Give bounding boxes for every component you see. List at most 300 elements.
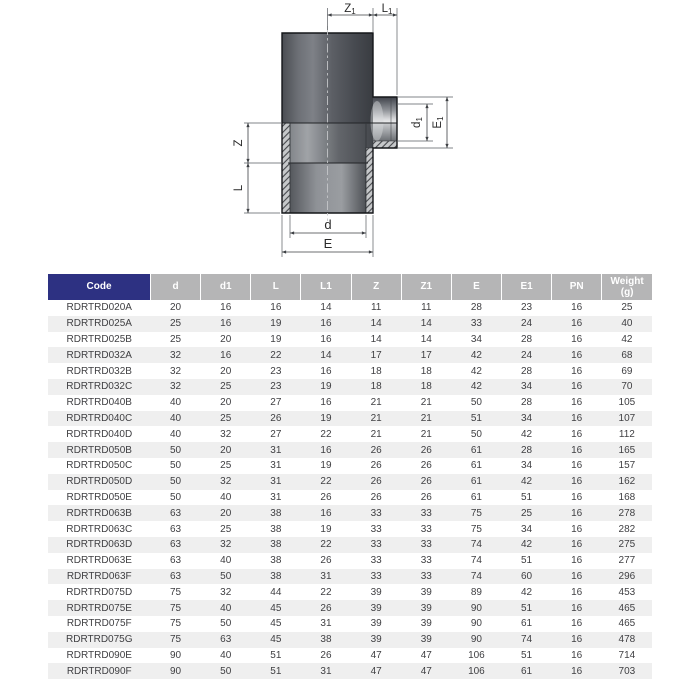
value-cell: 25 bbox=[220, 460, 232, 472]
code-cell: RDRTRD020A bbox=[66, 302, 132, 314]
table-row bbox=[48, 537, 652, 553]
value-cell: 33 bbox=[370, 555, 382, 567]
value-cell: 16 bbox=[320, 318, 332, 330]
value-cell: 47 bbox=[420, 665, 432, 677]
value-cell: 33 bbox=[370, 507, 382, 519]
value-cell: 50 bbox=[170, 444, 182, 456]
value-cell: 168 bbox=[618, 491, 636, 503]
value-cell: 26 bbox=[420, 460, 432, 472]
value-cell: 74 bbox=[520, 634, 533, 646]
column-header-z: Z bbox=[351, 274, 401, 300]
value-cell: 14 bbox=[370, 333, 382, 345]
value-cell: 63 bbox=[170, 570, 182, 582]
value-cell: 11 bbox=[421, 302, 432, 314]
value-cell: 25 bbox=[220, 412, 232, 424]
value-cell: 14 bbox=[420, 318, 432, 330]
code-cell: RDRTRD063C bbox=[66, 523, 133, 535]
value-cell: 14 bbox=[320, 349, 332, 361]
code-cell: RDRTRD075D bbox=[66, 586, 133, 598]
value-cell: 39 bbox=[420, 602, 432, 614]
dim-label-d1: d1 bbox=[411, 117, 424, 128]
value-cell: 34 bbox=[520, 523, 533, 535]
fitting-diagram bbox=[228, 0, 472, 268]
value-cell: 51 bbox=[520, 602, 533, 614]
value-cell: 16 bbox=[571, 365, 583, 377]
value-cell: 16 bbox=[571, 602, 583, 614]
code-cell: RDRTRD025A bbox=[66, 318, 132, 330]
value-cell: 38 bbox=[320, 634, 332, 646]
column-header-l1: L1 bbox=[301, 274, 351, 300]
value-cell: 16 bbox=[320, 444, 332, 456]
value-cell: 40 bbox=[170, 428, 182, 440]
value-cell: 106 bbox=[468, 649, 485, 661]
value-cell: 25 bbox=[170, 333, 182, 345]
value-cell: 26 bbox=[370, 491, 382, 503]
value-cell: 51 bbox=[270, 649, 282, 661]
value-cell: 14 bbox=[420, 333, 432, 345]
value-cell: 51 bbox=[520, 649, 533, 661]
value-cell: 16 bbox=[320, 333, 332, 345]
value-cell: 24 bbox=[520, 318, 533, 330]
value-cell: 33 bbox=[470, 318, 482, 330]
code-cell: RDRTRD050C bbox=[66, 460, 133, 472]
value-cell: 16 bbox=[571, 634, 583, 646]
dim-label-l: L bbox=[233, 184, 245, 192]
value-cell: 40 bbox=[220, 555, 232, 567]
value-cell: 22 bbox=[320, 586, 332, 598]
table-row bbox=[48, 663, 652, 679]
code-cell: RDRTRD075F bbox=[66, 618, 132, 630]
code-cell: RDRTRD025B bbox=[66, 333, 132, 345]
value-cell: 21 bbox=[370, 397, 382, 409]
value-cell: 40 bbox=[220, 602, 232, 614]
value-cell: 16 bbox=[571, 318, 583, 330]
value-cell: 42 bbox=[470, 349, 482, 361]
value-cell: 42 bbox=[520, 428, 533, 440]
value-cell: 42 bbox=[621, 333, 633, 345]
value-cell: 38 bbox=[270, 570, 282, 582]
value-cell: 18 bbox=[420, 381, 432, 393]
value-cell: 40 bbox=[170, 412, 182, 424]
code-cell: RDRTRD075E bbox=[66, 602, 132, 614]
value-cell: 34 bbox=[520, 412, 533, 424]
code-cell: RDRTRD032C bbox=[66, 381, 133, 393]
value-cell: 32 bbox=[220, 586, 232, 598]
value-cell: 25 bbox=[220, 523, 232, 535]
value-cell: 68 bbox=[621, 349, 633, 361]
dim-label-e: E bbox=[323, 236, 333, 251]
value-cell: 47 bbox=[370, 649, 382, 661]
code-cell: RDRTRD063B bbox=[66, 507, 132, 519]
value-cell: 16 bbox=[571, 618, 583, 630]
value-cell: 25 bbox=[621, 302, 633, 314]
value-cell: 23 bbox=[270, 365, 282, 377]
value-cell: 26 bbox=[420, 476, 432, 488]
value-cell: 74 bbox=[470, 570, 482, 582]
value-cell: 38 bbox=[270, 555, 282, 567]
table-row bbox=[48, 316, 652, 332]
dim-label-d: d bbox=[324, 217, 332, 232]
value-cell: 23 bbox=[270, 381, 282, 393]
table-body bbox=[48, 300, 652, 679]
value-cell: 16 bbox=[571, 523, 583, 535]
value-cell: 89 bbox=[470, 586, 482, 598]
value-cell: 16 bbox=[571, 507, 583, 519]
value-cell: 465 bbox=[618, 602, 636, 614]
value-cell: 47 bbox=[370, 665, 382, 677]
code-cell: RDRTRD090E bbox=[66, 649, 132, 661]
dim-label-z1: Z1 bbox=[344, 3, 356, 16]
value-cell: 40 bbox=[220, 491, 232, 503]
table-row bbox=[48, 332, 652, 348]
code-cell: RDRTRD032B bbox=[66, 365, 132, 377]
value-cell: 32 bbox=[220, 428, 232, 440]
table-row bbox=[48, 553, 652, 569]
value-cell: 50 bbox=[220, 618, 232, 630]
value-cell: 45 bbox=[270, 602, 282, 614]
value-cell: 26 bbox=[320, 491, 332, 503]
value-cell: 16 bbox=[571, 665, 583, 677]
value-cell: 40 bbox=[170, 397, 182, 409]
value-cell: 14 bbox=[370, 318, 382, 330]
table-row bbox=[48, 442, 652, 458]
value-cell: 282 bbox=[618, 523, 636, 535]
code-cell: RDRTRD050D bbox=[66, 476, 133, 488]
value-cell: 20 bbox=[170, 302, 182, 314]
value-cell: 16 bbox=[571, 586, 583, 598]
value-cell: 20 bbox=[220, 333, 232, 345]
value-cell: 75 bbox=[470, 523, 482, 535]
spec-table bbox=[48, 274, 652, 679]
code-cell: RDRTRD063F bbox=[66, 570, 132, 582]
value-cell: 38 bbox=[270, 507, 282, 519]
value-cell: 61 bbox=[470, 460, 482, 472]
value-cell: 40 bbox=[220, 649, 232, 661]
value-cell: 27 bbox=[270, 397, 282, 409]
value-cell: 33 bbox=[370, 539, 382, 551]
table-row bbox=[48, 363, 652, 379]
value-cell: 51 bbox=[470, 412, 482, 424]
value-cell: 157 bbox=[618, 460, 636, 472]
value-cell: 21 bbox=[420, 428, 432, 440]
value-cell: 50 bbox=[220, 665, 232, 677]
dim-label-l1: L1 bbox=[381, 3, 393, 16]
value-cell: 26 bbox=[320, 602, 332, 614]
value-cell: 34 bbox=[520, 460, 533, 472]
value-cell: 61 bbox=[470, 491, 482, 503]
value-cell: 51 bbox=[520, 491, 533, 503]
value-cell: 19 bbox=[270, 333, 282, 345]
value-cell: 16 bbox=[220, 302, 232, 314]
value-cell: 70 bbox=[621, 381, 633, 393]
value-cell: 50 bbox=[470, 397, 482, 409]
value-cell: 33 bbox=[370, 570, 382, 582]
value-cell: 25 bbox=[520, 507, 533, 519]
value-cell: 19 bbox=[320, 523, 332, 535]
value-cell: 32 bbox=[170, 381, 182, 393]
code-cell: RDRTRD063D bbox=[66, 539, 133, 551]
value-cell: 39 bbox=[370, 586, 382, 598]
value-cell: 90 bbox=[470, 602, 482, 614]
value-cell: 42 bbox=[470, 365, 482, 377]
table-row bbox=[48, 411, 652, 427]
column-header-weight-g: Weight (g) bbox=[602, 274, 652, 300]
value-cell: 16 bbox=[320, 397, 332, 409]
column-header-code: Code bbox=[48, 274, 151, 300]
value-cell: 31 bbox=[270, 460, 282, 472]
value-cell: 63 bbox=[170, 555, 182, 567]
value-cell: 74 bbox=[470, 555, 482, 567]
value-cell: 277 bbox=[618, 555, 636, 567]
value-cell: 16 bbox=[571, 649, 583, 661]
value-cell: 90 bbox=[170, 665, 182, 677]
value-cell: 34 bbox=[470, 333, 482, 345]
value-cell: 21 bbox=[370, 412, 382, 424]
value-cell: 25 bbox=[170, 318, 182, 330]
value-cell: 28 bbox=[520, 397, 533, 409]
value-cell: 453 bbox=[618, 586, 636, 598]
column-header-pn: PN bbox=[552, 274, 602, 300]
value-cell: 31 bbox=[320, 618, 332, 630]
value-cell: 20 bbox=[220, 444, 232, 456]
value-cell: 34 bbox=[520, 381, 533, 393]
value-cell: 18 bbox=[420, 365, 432, 377]
value-cell: 14 bbox=[320, 302, 332, 314]
value-cell: 24 bbox=[520, 349, 533, 361]
value-cell: 33 bbox=[420, 570, 432, 582]
value-cell: 39 bbox=[420, 586, 432, 598]
value-cell: 296 bbox=[618, 570, 636, 582]
value-cell: 478 bbox=[618, 634, 636, 646]
value-cell: 31 bbox=[270, 476, 282, 488]
value-cell: 75 bbox=[170, 586, 182, 598]
value-cell: 107 bbox=[618, 412, 636, 424]
value-cell: 61 bbox=[520, 618, 533, 630]
value-cell: 32 bbox=[220, 539, 232, 551]
value-cell: 28 bbox=[470, 302, 482, 314]
column-header-d: d bbox=[151, 274, 201, 300]
table-row bbox=[48, 616, 652, 632]
value-cell: 32 bbox=[220, 476, 232, 488]
value-cell: 20 bbox=[220, 507, 232, 519]
value-cell: 16 bbox=[270, 302, 282, 314]
table-row bbox=[48, 426, 652, 442]
value-cell: 38 bbox=[270, 523, 282, 535]
value-cell: 18 bbox=[370, 365, 382, 377]
value-cell: 28 bbox=[520, 365, 533, 377]
value-cell: 26 bbox=[420, 491, 432, 503]
value-cell: 112 bbox=[618, 428, 635, 440]
value-cell: 38 bbox=[270, 539, 282, 551]
code-cell: RDRTRD050E bbox=[66, 491, 132, 503]
table-row bbox=[48, 490, 652, 506]
value-cell: 703 bbox=[618, 665, 636, 677]
value-cell: 23 bbox=[520, 302, 533, 314]
table-head bbox=[48, 274, 652, 300]
value-cell: 16 bbox=[320, 507, 332, 519]
dim-label-e1: E1 bbox=[432, 116, 445, 129]
value-cell: 33 bbox=[420, 507, 432, 519]
value-cell: 51 bbox=[270, 665, 282, 677]
code-cell: RDRTRD063E bbox=[66, 555, 132, 567]
value-cell: 19 bbox=[320, 460, 332, 472]
value-cell: 16 bbox=[571, 397, 583, 409]
value-cell: 75 bbox=[470, 507, 482, 519]
value-cell: 16 bbox=[571, 302, 583, 314]
value-cell: 33 bbox=[420, 523, 432, 535]
code-cell: RDRTRD075G bbox=[66, 634, 133, 646]
value-cell: 16 bbox=[571, 333, 583, 345]
value-cell: 27 bbox=[270, 428, 282, 440]
value-cell: 275 bbox=[618, 539, 636, 551]
value-cell: 16 bbox=[571, 476, 583, 488]
value-cell: 26 bbox=[370, 444, 382, 456]
column-header-e: E bbox=[451, 274, 501, 300]
column-header-z1: Z1 bbox=[401, 274, 451, 300]
value-cell: 16 bbox=[571, 460, 583, 472]
value-cell: 21 bbox=[370, 428, 382, 440]
value-cell: 465 bbox=[618, 618, 636, 630]
value-cell: 26 bbox=[320, 649, 332, 661]
value-cell: 16 bbox=[320, 365, 332, 377]
value-cell: 75 bbox=[170, 602, 182, 614]
value-cell: 16 bbox=[571, 570, 583, 582]
value-cell: 50 bbox=[170, 460, 182, 472]
value-cell: 74 bbox=[470, 539, 482, 551]
value-cell: 60 bbox=[520, 570, 533, 582]
value-cell: 19 bbox=[320, 381, 332, 393]
value-cell: 63 bbox=[170, 539, 182, 551]
value-cell: 50 bbox=[170, 491, 182, 503]
table-row bbox=[48, 569, 652, 585]
value-cell: 16 bbox=[571, 428, 583, 440]
value-cell: 16 bbox=[220, 349, 232, 361]
value-cell: 28 bbox=[520, 444, 533, 456]
value-cell: 45 bbox=[270, 634, 282, 646]
value-cell: 39 bbox=[370, 602, 382, 614]
code-cell: RDRTRD032A bbox=[66, 349, 132, 361]
value-cell: 31 bbox=[270, 491, 282, 503]
value-cell: 61 bbox=[470, 444, 482, 456]
value-cell: 42 bbox=[520, 476, 533, 488]
value-cell: 26 bbox=[420, 444, 432, 456]
value-cell: 16 bbox=[571, 444, 583, 456]
table-row bbox=[48, 474, 652, 490]
column-header-l: L bbox=[251, 274, 301, 300]
value-cell: 90 bbox=[470, 618, 482, 630]
value-cell: 21 bbox=[420, 397, 432, 409]
value-cell: 21 bbox=[420, 412, 432, 424]
value-cell: 26 bbox=[370, 460, 382, 472]
value-cell: 278 bbox=[618, 507, 636, 519]
branch-fillet-highlight bbox=[371, 101, 384, 141]
value-cell: 40 bbox=[621, 318, 633, 330]
value-cell: 33 bbox=[420, 555, 432, 567]
value-cell: 17 bbox=[370, 349, 382, 361]
value-cell: 33 bbox=[370, 523, 382, 535]
value-cell: 75 bbox=[170, 618, 182, 630]
value-cell: 105 bbox=[618, 397, 636, 409]
code-cell: RDRTRD040B bbox=[66, 397, 132, 409]
value-cell: 16 bbox=[571, 381, 583, 393]
value-cell: 90 bbox=[470, 634, 482, 646]
value-cell: 22 bbox=[270, 349, 282, 361]
table-row bbox=[48, 300, 652, 316]
value-cell: 42 bbox=[470, 381, 482, 393]
branch-outlet bbox=[371, 97, 398, 147]
value-cell: 31 bbox=[320, 570, 332, 582]
dim-label-z: Z bbox=[233, 139, 245, 147]
value-cell: 22 bbox=[320, 476, 332, 488]
code-cell: RDRTRD050B bbox=[66, 444, 132, 456]
column-header-e1: E1 bbox=[501, 274, 551, 300]
value-cell: 90 bbox=[170, 649, 182, 661]
value-cell: 50 bbox=[220, 570, 232, 582]
value-cell: 44 bbox=[270, 586, 282, 598]
value-cell: 63 bbox=[220, 634, 232, 646]
value-cell: 50 bbox=[170, 476, 182, 488]
value-cell: 63 bbox=[170, 507, 182, 519]
value-cell: 165 bbox=[618, 444, 636, 456]
code-cell: RDRTRD090F bbox=[66, 665, 132, 677]
value-cell: 63 bbox=[170, 523, 182, 535]
table-row bbox=[48, 521, 652, 537]
value-cell: 20 bbox=[220, 365, 232, 377]
table-row bbox=[48, 632, 652, 648]
value-cell: 16 bbox=[571, 555, 583, 567]
code-cell: RDRTRD040C bbox=[66, 412, 133, 424]
value-cell: 47 bbox=[420, 649, 432, 661]
value-cell: 714 bbox=[618, 649, 636, 661]
value-cell: 11 bbox=[370, 302, 382, 314]
value-cell: 16 bbox=[571, 412, 583, 424]
table-header-row bbox=[48, 274, 652, 300]
value-cell: 31 bbox=[320, 665, 332, 677]
value-cell: 26 bbox=[270, 412, 282, 424]
table-row bbox=[48, 347, 652, 363]
value-cell: 42 bbox=[520, 539, 533, 551]
table-row bbox=[48, 584, 652, 600]
value-cell: 32 bbox=[170, 365, 182, 377]
value-cell: 61 bbox=[470, 476, 482, 488]
value-cell: 69 bbox=[621, 365, 633, 377]
table-row bbox=[48, 600, 652, 616]
value-cell: 61 bbox=[520, 665, 533, 677]
value-cell: 106 bbox=[468, 665, 485, 677]
value-cell: 16 bbox=[220, 318, 232, 330]
value-cell: 31 bbox=[270, 444, 282, 456]
value-cell: 22 bbox=[320, 539, 332, 551]
value-cell: 50 bbox=[470, 428, 482, 440]
value-cell: 19 bbox=[270, 318, 282, 330]
value-cell: 17 bbox=[420, 349, 432, 361]
value-cell: 25 bbox=[220, 381, 232, 393]
table-row bbox=[48, 648, 652, 664]
table-row bbox=[48, 458, 652, 474]
value-cell: 32 bbox=[170, 349, 182, 361]
table-row bbox=[48, 379, 652, 395]
table-row bbox=[48, 505, 652, 521]
value-cell: 28 bbox=[520, 333, 533, 345]
value-cell: 16 bbox=[571, 491, 583, 503]
value-cell: 45 bbox=[270, 618, 282, 630]
value-cell: 16 bbox=[571, 539, 583, 551]
value-cell: 19 bbox=[320, 412, 332, 424]
value-cell: 33 bbox=[420, 539, 432, 551]
value-cell: 39 bbox=[370, 634, 382, 646]
value-cell: 42 bbox=[520, 586, 533, 598]
value-cell: 75 bbox=[170, 634, 182, 646]
